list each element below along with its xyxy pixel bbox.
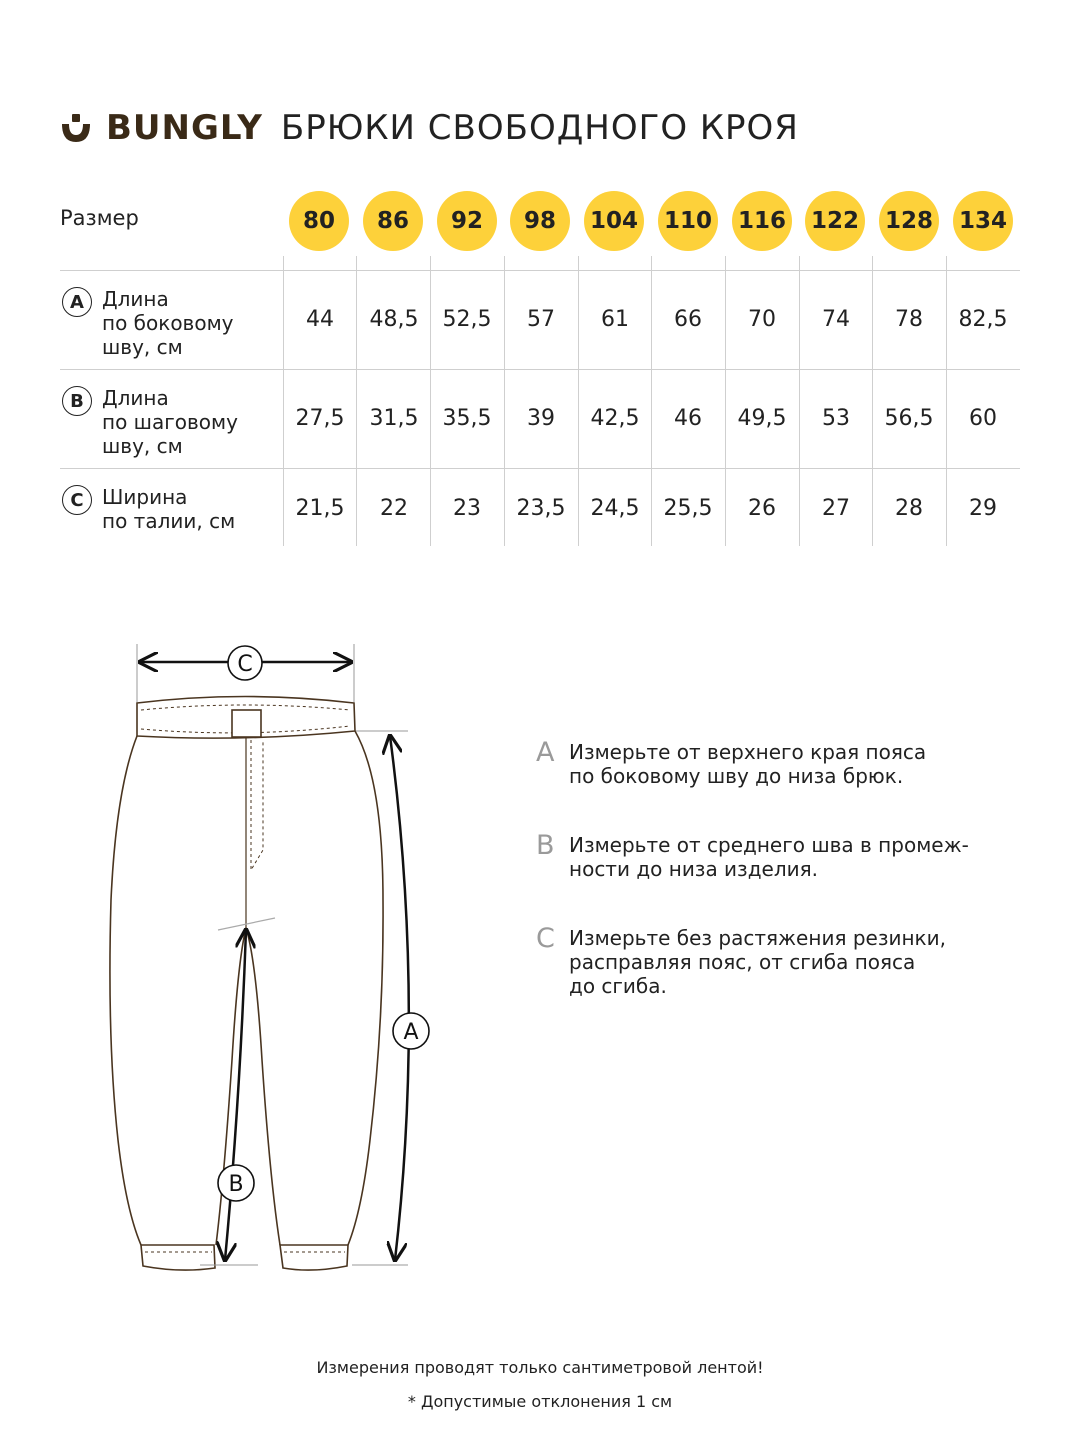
table-cell: 66 — [674, 307, 702, 332]
table-cell: 27,5 — [295, 406, 345, 431]
row-label-line: по шаговому — [102, 410, 238, 434]
label-c-badge — [228, 646, 262, 680]
table-cell: 22 — [380, 496, 408, 521]
table-cell: 21,5 — [295, 496, 345, 521]
size-badge: 104 — [584, 191, 644, 251]
size-label: Размер — [60, 206, 139, 230]
instruction-letter: B — [536, 830, 555, 861]
table-cell: 29 — [969, 496, 997, 521]
size-badge: 86 — [363, 191, 423, 251]
brand-name: BUNGLY — [106, 108, 263, 148]
table-cell: 27 — [822, 496, 850, 521]
instruction-b — [536, 830, 969, 881]
table-cell: 57 — [527, 307, 555, 332]
table-cell: 48,5 — [369, 307, 419, 332]
instruction-a — [536, 737, 927, 788]
table-cell: 78 — [895, 307, 923, 332]
table-cell: 23,5 — [516, 496, 566, 521]
table-cell: 46 — [674, 406, 702, 431]
table-cell: 52,5 — [442, 307, 492, 332]
row-label-line: шву, см — [102, 335, 183, 359]
size-badge: 122 — [805, 191, 865, 251]
waistband — [137, 697, 355, 739]
label-b-badge — [218, 1165, 254, 1201]
size-badge: 80 — [289, 191, 349, 251]
header — [60, 104, 799, 152]
page-title: БРЮКИ СВОБОДНОГО КРОЯ — [280, 108, 799, 148]
table-cell: 24,5 — [590, 496, 640, 521]
table-cell: 61 — [601, 307, 629, 332]
table-cell: 39 — [527, 406, 555, 431]
measure-a — [352, 731, 409, 1265]
row-divider — [60, 468, 1020, 469]
instruction-c — [536, 923, 946, 998]
label-c: C — [237, 652, 253, 677]
row-divider — [60, 369, 1020, 370]
table-cell: 53 — [822, 406, 850, 431]
letter-a-badge: A — [62, 287, 92, 317]
table-cell: 35,5 — [442, 406, 492, 431]
size-badge: 92 — [437, 191, 497, 251]
instruction-letter: A — [536, 737, 555, 768]
label-a: A — [403, 1020, 419, 1045]
table-cell: 60 — [969, 406, 997, 431]
size-badge: 98 — [510, 191, 570, 251]
instruction-line: до сгиба. — [569, 974, 667, 998]
row-label-line: Длина — [102, 386, 169, 410]
row-label-line: Длина — [102, 287, 169, 311]
label-b: B — [228, 1172, 244, 1197]
table-cell: 26 — [748, 496, 776, 521]
table-cell: 25,5 — [663, 496, 713, 521]
table-cell: 28 — [895, 496, 923, 521]
size-badge: 134 — [953, 191, 1013, 251]
instruction-letter: C — [536, 923, 555, 954]
instruction-line: расправляя пояс, от сгиба пояса — [569, 950, 916, 974]
table-cell: 31,5 — [369, 406, 419, 431]
instruction-line: Измерьте от среднего шва в промеж- — [569, 833, 969, 857]
row-label-line: Ширина — [102, 485, 188, 509]
table-cell: 74 — [822, 307, 850, 332]
table-cell: 56,5 — [884, 406, 934, 431]
row-label-line: шву, см — [102, 434, 183, 458]
row-label-b — [62, 386, 238, 458]
measurement-note: Измерения проводят только сантиметровой лентой! — [316, 1358, 764, 1377]
size-badge: 110 — [658, 191, 718, 251]
table-cell: 70 — [748, 307, 776, 332]
instruction-line: Измерьте без растяжения резинки, — [569, 926, 946, 950]
row-label-line: по боковому — [102, 311, 234, 335]
smile-logo-icon — [60, 112, 92, 144]
size-badge: 116 — [732, 191, 792, 251]
table-cell: 82,5 — [958, 307, 1008, 332]
instruction-line: ности до низа изделия. — [569, 857, 818, 881]
size-badge: 128 — [879, 191, 939, 251]
row-label-line: по талии, см — [102, 509, 236, 533]
row-label-a — [62, 287, 234, 359]
table-cell: 49,5 — [737, 406, 787, 431]
letter-b-badge: B — [62, 386, 92, 416]
instruction-line: по боковому шву до низа брюк. — [569, 764, 904, 788]
table-cell: 44 — [306, 307, 334, 332]
tolerance-note: * Допустимые отклонения 1 см — [407, 1392, 673, 1411]
pants-diagram — [0, 620, 480, 1300]
instruction-line: Измерьте от верхнего края пояса — [569, 740, 927, 764]
label-a-badge — [393, 1013, 429, 1049]
table-cell: 23 — [453, 496, 481, 521]
row-label-c — [62, 485, 235, 533]
row-divider — [60, 270, 1020, 271]
table-cell: 42,5 — [590, 406, 640, 431]
letter-c-badge: C — [62, 485, 92, 515]
